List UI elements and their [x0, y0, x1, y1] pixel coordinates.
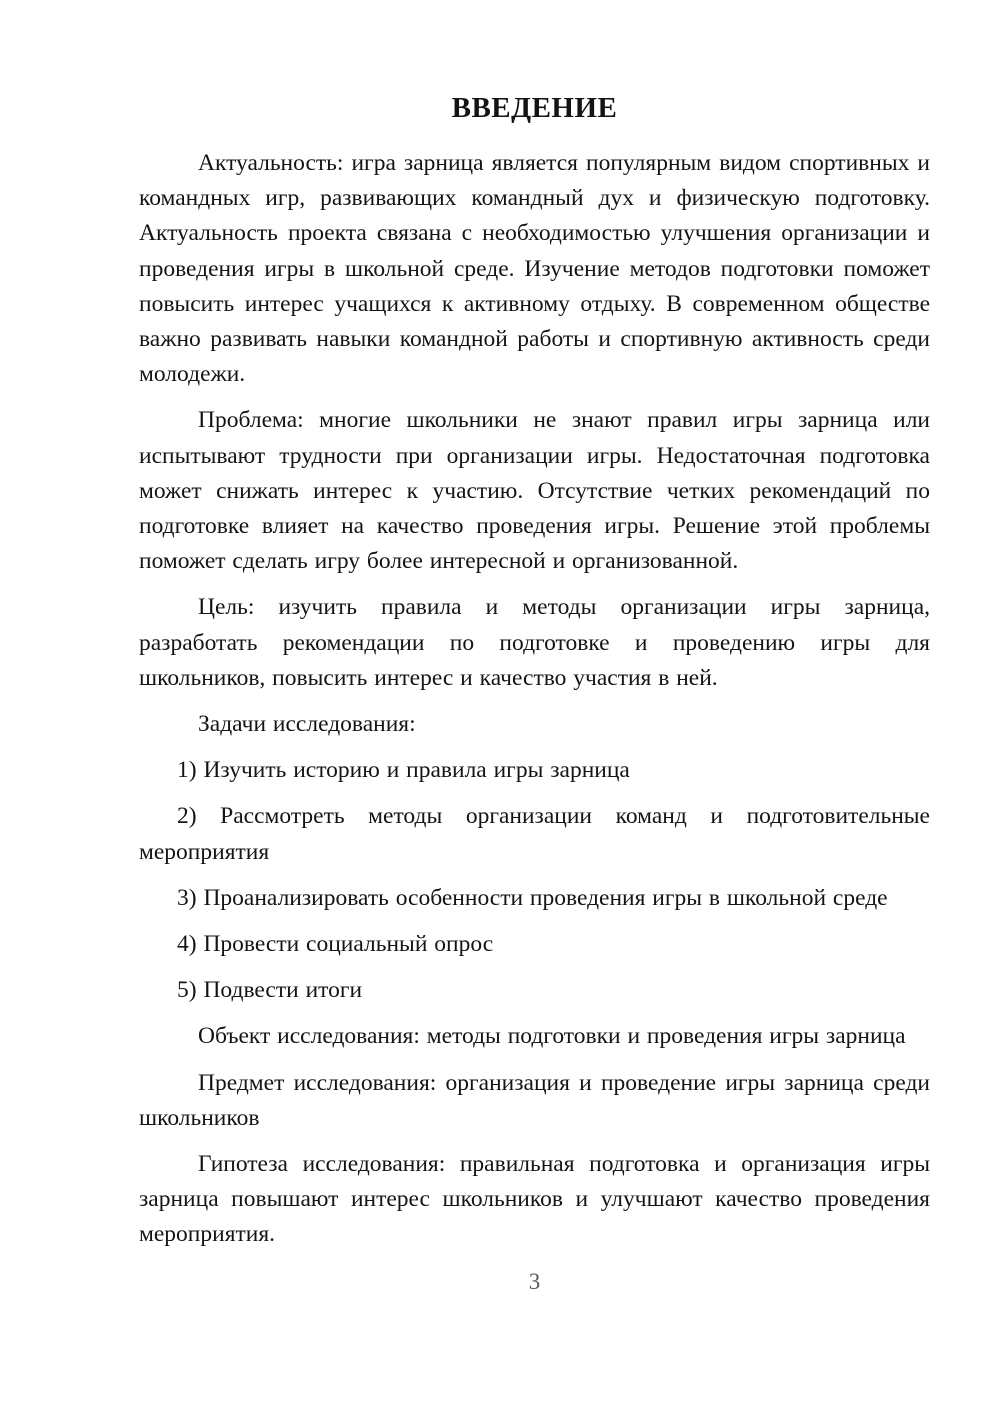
- paragraph-hypothesis: Гипотеза исследования: правильная подготовка и организация игры зарница повышают интерес школьников и улучшают качество проведения мероприятия.: [139, 1151, 930, 1248]
- page-number: 3: [528, 1268, 541, 1294]
- paragraph-relevance: Актуальность: игра зарница является популярным видом спортивных и командных игр, развивающих командный дух и физическую подготовку. Актуальность проекта связана с необходимостью улучшения организации и проведения игры в школьной среде. Изучение методов подготовки поможет повысить интерес учащихся к активному отдыху. В современном обществе важно развивать навыки командной работы и спортивную активность среди молодежи.: [139, 150, 930, 388]
- paragraph-tasks-label: Задачи исследования:: [198, 711, 416, 738]
- task-item-2: 2) Рассмотреть методы организации команд и подготовительные мероприятия: [139, 803, 930, 865]
- paragraph-problem: Проблема: многие школьники не знают правил игры зарница или испытывают трудности при организации игры. Недостаточная подготовка может снижать интерес к участию. Отсутствие четких рекомендаций по подготовке влияет на качество проведения игры. Решение этой проблемы поможет сделать игру более интересной и организованной.: [139, 407, 930, 575]
- paragraph-object: Объект исследования: методы подготовки и проведения игры зарница: [198, 1023, 906, 1050]
- task-item-5: 5) Подвести итоги: [177, 977, 363, 1004]
- paragraph-goal: Цель: изучить правила и методы организации игры зарница, разработать рекомендации по подготовке и проведению игры для школьников, повысить интерес и качество участия в ней.: [139, 594, 930, 691]
- task-item-4: 4) Провести социальный опрос: [177, 931, 494, 958]
- task-item-1: 1) Изучить историю и правила игры зарница: [177, 757, 630, 784]
- task-item-3: 3) Проанализировать особенности проведения игры в школьной среде: [177, 884, 888, 911]
- section-title: ВВЕДЕНИЕ: [451, 92, 618, 124]
- paragraph-subject: Предмет исследования: организация и проведение игры зарница среди школьников: [139, 1069, 930, 1131]
